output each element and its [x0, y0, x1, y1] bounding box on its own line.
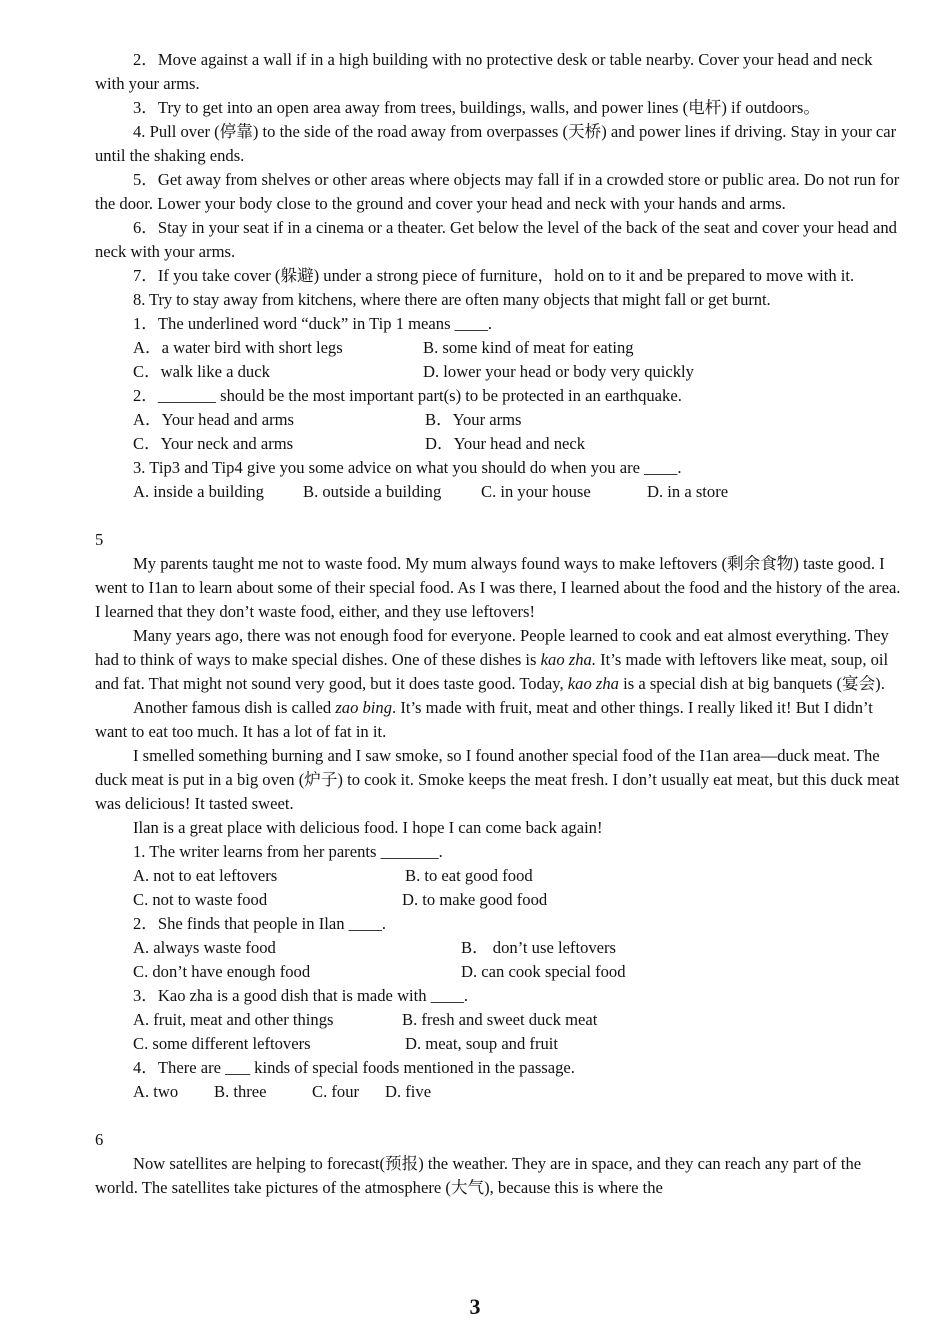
s4-question-3-stem: 3. Tip3 and Tip4 give you some advice on what you should do when you are ____. — [133, 458, 682, 477]
s4-q2-option-b: B．Your arms — [425, 410, 522, 429]
s4-question-1-options-row-2 — [95, 360, 905, 384]
s5-q2-option-b: B． don’t use leftovers — [461, 938, 617, 957]
s5-paragraph-1: My parents taught me not to waste food. My mum always found ways to make leftovers (剩余食物) taste good. I went to I1an to learn about some of their special food. As I was there, I learned about the food and the history of the area. I learned that they don’t waste food, either, and they use leftovers! — [95, 554, 901, 621]
tip-3: 3．Try to get into an open area away from trees, buildings, walls, and power lines (电杆) if outdoors。 — [133, 98, 820, 117]
s4-q1-option-b: B. some kind of meat for eating — [423, 338, 634, 357]
s5-question-1-options-row-1 — [95, 864, 905, 888]
s5-question-3-stem: 3．Kao zha is a good dish that is made with ____. — [133, 986, 469, 1005]
s5-paragraph-4: I smelled something burning and I saw smoke, so I found another special food of the I1an area—duck meat. The duck meat is put in a big oven (炉子) to cook it. Smoke keeps the meat fresh. I don’t usually eat meat, but this duck meat was delicious! It tasted sweet. — [95, 746, 900, 813]
tip-6: 6．Stay in your seat if in a cinema or a theater. Get below the level of the back of the seat and cover your head and neck with your arms. — [95, 218, 897, 261]
s4-question-1-options-row-1 — [95, 336, 905, 360]
s4-q3-option-d: D. in a store — [647, 482, 729, 501]
s5-question-2-options-row-2 — [95, 960, 905, 984]
tip-5: 5．Get away from shelves or other areas where objects may fall if in a crowded store or public area. Do not run for the door. Lower your body close to the ground and cover your head and neck with your hands and arms. — [95, 170, 900, 213]
s5-p2-italic-kao-zha-2: kao zha — [567, 674, 619, 693]
s5-q1-option-a: A. not to eat leftovers — [133, 866, 278, 885]
s5-q3-option-c: C. some different leftovers — [133, 1034, 311, 1053]
s5-q2-option-c: C. don’t have enough food — [133, 962, 311, 981]
s5-question-2-stem: 2．She finds that people in Ilan ____. — [133, 914, 387, 933]
section-5-number: 5 — [95, 530, 104, 549]
s4-question-2-stem: 2．_______ should be the most important part(s) to be protected in an earthquake. — [133, 386, 682, 405]
s5-paragraph-5: Ilan is a great place with delicious food. I hope I can come back again! — [133, 818, 603, 837]
s5-question-1-stem: 1. The writer learns from her parents _______. — [133, 842, 443, 861]
s4-q1-option-d: D. lower your head or body very quickly — [423, 362, 694, 381]
s5-q1-option-d: D. to make good food — [402, 890, 548, 909]
tip-2: 2．Move against a wall if in a high building with no protective desk or table nearby. Cover your head and neck with your arms. — [95, 50, 873, 93]
s5-q2-option-a: A. always waste food — [133, 938, 276, 957]
s5-p3-italic-zao-bing: zao bing — [335, 698, 393, 717]
s4-question-3-options-row — [95, 480, 905, 504]
tip-4: 4. Pull over (停靠) to the side of the road away from overpasses (天桥) and power lines if driving. Stay in your car until the shaking ends. — [95, 122, 897, 165]
s5-p3-text-b: . It’s made with fruit, meat and other things. I really liked it! But I didn’t want to eat too much. It has a lot of fat in it. — [95, 698, 873, 741]
s5-q1-option-c: C. not to waste food — [133, 890, 268, 909]
tip-8: 8. Try to stay away from kitchens, where there are often many objects that might fall or get burnt. — [133, 290, 771, 309]
s5-paragraph-3 — [95, 696, 905, 744]
s4-question-2-options-row-1 — [95, 408, 905, 432]
s5-q3-option-a: A. fruit, meat and other things — [133, 1010, 334, 1029]
s5-question-1-options-row-2 — [95, 888, 905, 912]
s5-question-4-stem: 4．There are ___ kinds of special foods mentioned in the passage. — [133, 1058, 575, 1077]
document-page — [95, 48, 905, 1200]
s5-p2-text-a: Many years ago, there was not enough food for everyone. People learned to cook and eat almost everything. They had to think of ways to make special dishes. One of these dishes is — [95, 626, 889, 669]
s4-q3-option-b: B. outside a building — [303, 482, 442, 501]
s5-q2-option-d: D. can cook special food — [461, 962, 626, 981]
s5-question-3-options-row-1 — [95, 1008, 905, 1032]
section-spacer-2 — [95, 1104, 905, 1128]
s5-p2-text-c: is a special dish at big banquets (宴会). — [618, 674, 885, 693]
s5-p2-italic-kao-zha: kao zha. — [540, 650, 596, 669]
s5-q3-option-d: D. meat, soup and fruit — [405, 1034, 558, 1053]
s5-paragraph-2 — [95, 624, 905, 696]
s5-p3-text-a: Another famous dish is called — [133, 698, 336, 717]
tip-7: 7．If you take cover (躲避) under a strong piece of furniture，hold on to it and be prepared to move with it. — [133, 266, 855, 285]
section-spacer — [95, 504, 905, 528]
s4-q1-option-c: C．walk like a duck — [133, 362, 270, 381]
s5-q4-option-a: A. two — [133, 1082, 179, 1101]
s5-question-3-options-row-2 — [95, 1032, 905, 1056]
s4-q3-option-c: C. in your house — [481, 482, 591, 501]
s4-q2-option-c: C．Your neck and arms — [133, 434, 294, 453]
s5-q4-option-b: B. three — [214, 1082, 267, 1101]
s5-question-2-options-row-1 — [95, 936, 905, 960]
section-6-number: 6 — [95, 1130, 104, 1149]
s4-question-2-options-row-2 — [95, 432, 905, 456]
s4-q3-option-a: A. inside a building — [133, 482, 264, 501]
s4-q2-option-a: A．Your head and arms — [133, 410, 295, 429]
s5-p2-text-b: It’s made with leftovers like meat, soup, oil and fat. That might not sound very good, but it does taste good. Today, — [95, 650, 889, 693]
s5-q3-option-b: B. fresh and sweet duck meat — [402, 1010, 598, 1029]
s5-q4-option-c: C. four — [312, 1082, 360, 1101]
s5-q4-option-d: D. five — [385, 1082, 432, 1101]
s6-paragraph-1: Now satellites are helping to forecast(预报) the weather. They are in space, and they can reach any part of the world. The satellites take pictures of the atmosphere (大气), because this is where the — [95, 1154, 862, 1197]
page-number: 3 — [469, 1294, 481, 1319]
s5-q1-option-b: B. to eat good food — [405, 866, 533, 885]
s5-question-4-options-row — [95, 1080, 905, 1104]
s4-q2-option-d: D．Your head and neck — [425, 434, 586, 453]
s4-question-1-stem: 1．The underlined word “duck” in Tip 1 means ____. — [133, 314, 493, 333]
s4-q1-option-a: A．a water bird with short legs — [133, 338, 343, 357]
